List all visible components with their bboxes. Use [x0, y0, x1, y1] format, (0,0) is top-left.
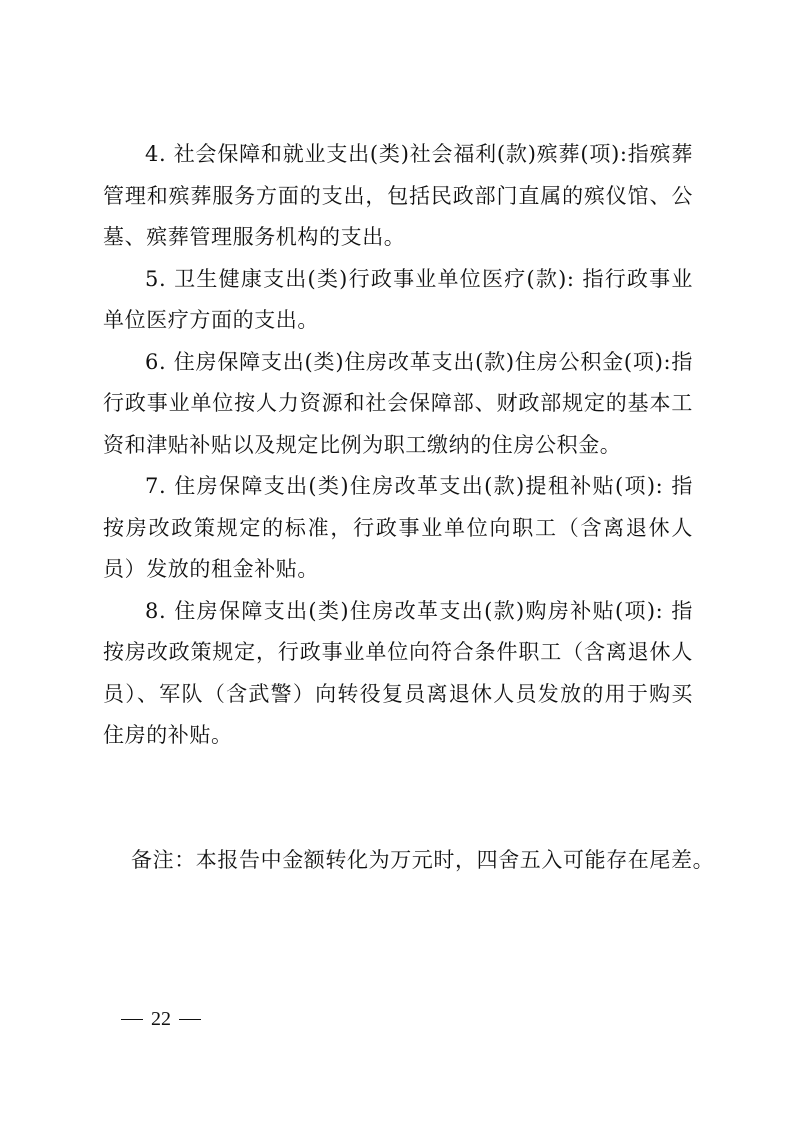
paragraph-item-4: 4. 社会保障和就业支出(类)社会福利(款)殡葬(项):指殡葬管理和殡葬服务方面的支出，包括民政部门直属的殡仪馆、公墓、殡葬管理服务机构的支出。 — [103, 142, 693, 249]
remark-note: 备注：本报告中金额转化为万元时，四舍五入可能存在尾差。 — [131, 848, 715, 872]
footer-dash-right — [179, 1019, 201, 1020]
footer-dash-left — [121, 1019, 143, 1020]
page-footer — [121, 1004, 201, 1033]
paragraph-item-7: 7. 住房保障支出(类)住房改革支出(款)提租补贴(项): 指按房改政策规定的标准，行政事业单位向职工（含离退休人员）发放的租金补贴。 — [103, 474, 693, 581]
paragraph-item-8: 8. 住房保障支出(类)住房改革支出(款)购房补贴(项): 指按房改政策规定，行政事业单位向符合条件职工（含离退休人员）、军队（含武警）向转役复员离退休人员发放的用于购买住房的补贴。 — [103, 598, 693, 747]
page-number: 22 — [151, 1008, 171, 1030]
paragraph-item-6: 6. 住房保障支出(类)住房改革支出(款)住房公积金(项):指行政事业单位按人力资源和社会保障部、财政部规定的基本工资和津贴补贴以及规定比例为职工缴纳的住房公积金。 — [103, 349, 693, 457]
paragraph-item-5: 5. 卫生健康支出(类)行政事业单位医疗(款): 指行政事业单位医疗方面的支出。 — [103, 266, 693, 332]
body-text — [103, 134, 693, 757]
